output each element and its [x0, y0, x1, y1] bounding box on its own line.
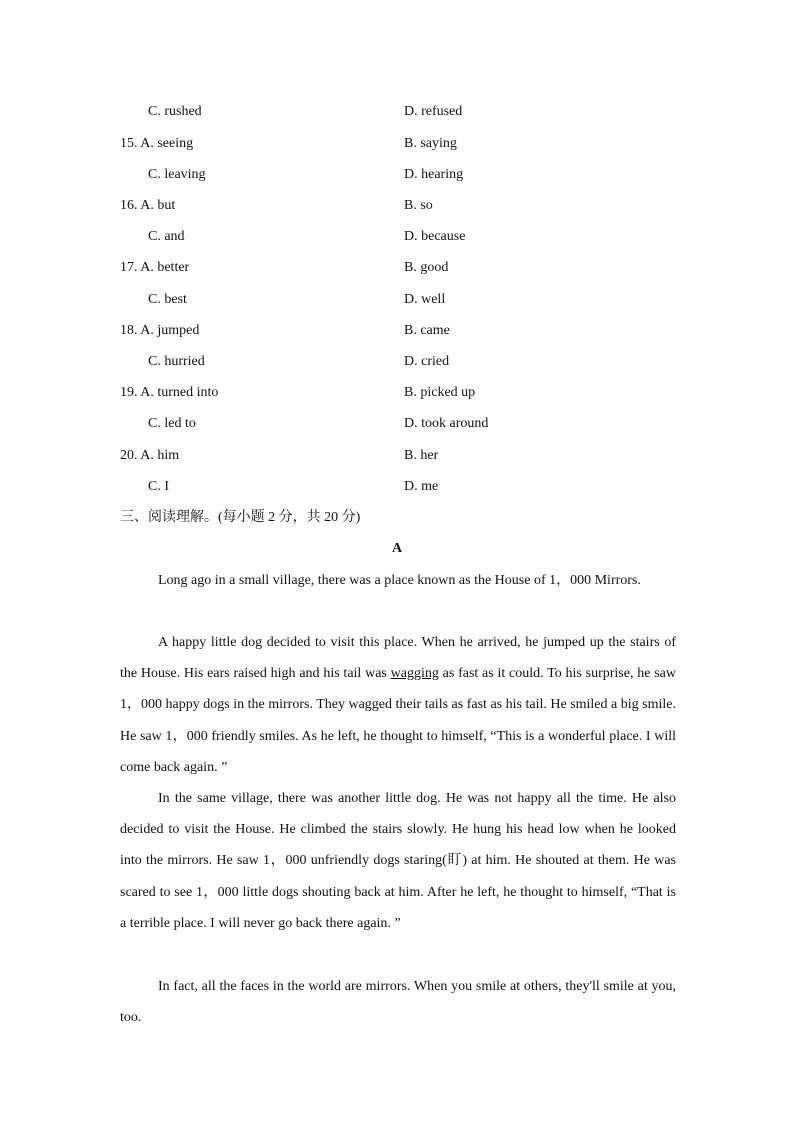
option-d-20: D. me: [404, 479, 439, 494]
passage-title: A: [391, 541, 403, 556]
option-b-18: B. came: [404, 323, 450, 338]
option-c-16: C. and: [148, 229, 185, 244]
paragraph-3-text: In the same village, there was another little dog. He was not happy all the time. He also decided to visit the House. He climbed the stairs slowly. He hung his head low when he looked into the mirrors. He saw 1，000 unfriendly dogs staring(盯) at him. He shouted at them. He was scared to see 1，000 little dogs shouting back at him. After he left, he thought to himself, “That is a terrible place. I will never go back there again. ”: [120, 791, 676, 931]
section-heading: 三、阅读理解。(每小题 2 分，共 20 分): [120, 510, 361, 525]
option-a-18: 18. A. jumped: [120, 323, 200, 338]
paragraph-4-text: In fact, all the faces in the world are mirrors. When you smile at others, they'll smile at you, too.: [120, 979, 676, 1026]
option-d-17: D. well: [404, 292, 446, 307]
option-b-20: B. her: [404, 448, 439, 463]
option-b-17: B. good: [404, 260, 449, 275]
passage-paragraph-1: [120, 565, 676, 596]
option-d-14: D. refused: [404, 104, 463, 119]
option-d-16: D. because: [404, 229, 466, 244]
option-b-16: B. so: [404, 198, 433, 213]
option-d-15: D. hearing: [404, 167, 464, 182]
option-c-17: C. best: [148, 292, 187, 307]
option-d-18: D. cried: [404, 354, 450, 369]
option-c-20: C. I: [148, 479, 169, 494]
option-c-18: C. hurried: [148, 354, 205, 369]
option-a-16: 16. A. but: [120, 198, 176, 213]
paragraph-2-text-end: as fast as it could. To his surprise, he saw 1，000 happy dogs in the mirrors. They wagged their tails as fast as his tail. He smiled a big smile. He saw 1，000 friendly smiles. As he left, he thought to himself, “This is a wonderful place. I will come back again. ”: [120, 666, 677, 775]
paragraph-1-text: Long ago in a small village, there was a place known as the House of 1，000 Mirrors.: [158, 573, 641, 588]
paragraph-2-text-start: A happy little dog decided to visit this place. When he arrived, he jumped up the stairs of the House. His ears raised high and his tail was: [120, 635, 676, 682]
underlined-word: wagging: [390, 666, 439, 682]
option-c-19: C. led to: [148, 416, 196, 431]
passage-paragraph-2: [120, 627, 676, 783]
passage-paragraph-3: [120, 783, 676, 939]
option-a-17: 17. A. better: [120, 260, 190, 275]
passage-paragraph-4: [120, 971, 676, 1033]
option-c-15: C. leaving: [148, 167, 206, 182]
option-a-20: 20. A. him: [120, 448, 180, 463]
option-a-15: 15. A. seeing: [120, 136, 194, 151]
option-b-15: B. saying: [404, 136, 457, 151]
option-b-19: B. picked up: [404, 385, 476, 400]
option-a-19: 19. A. turned into: [120, 385, 219, 400]
option-c-14: C. rushed: [148, 104, 202, 119]
option-d-19: D. took around: [404, 416, 489, 431]
